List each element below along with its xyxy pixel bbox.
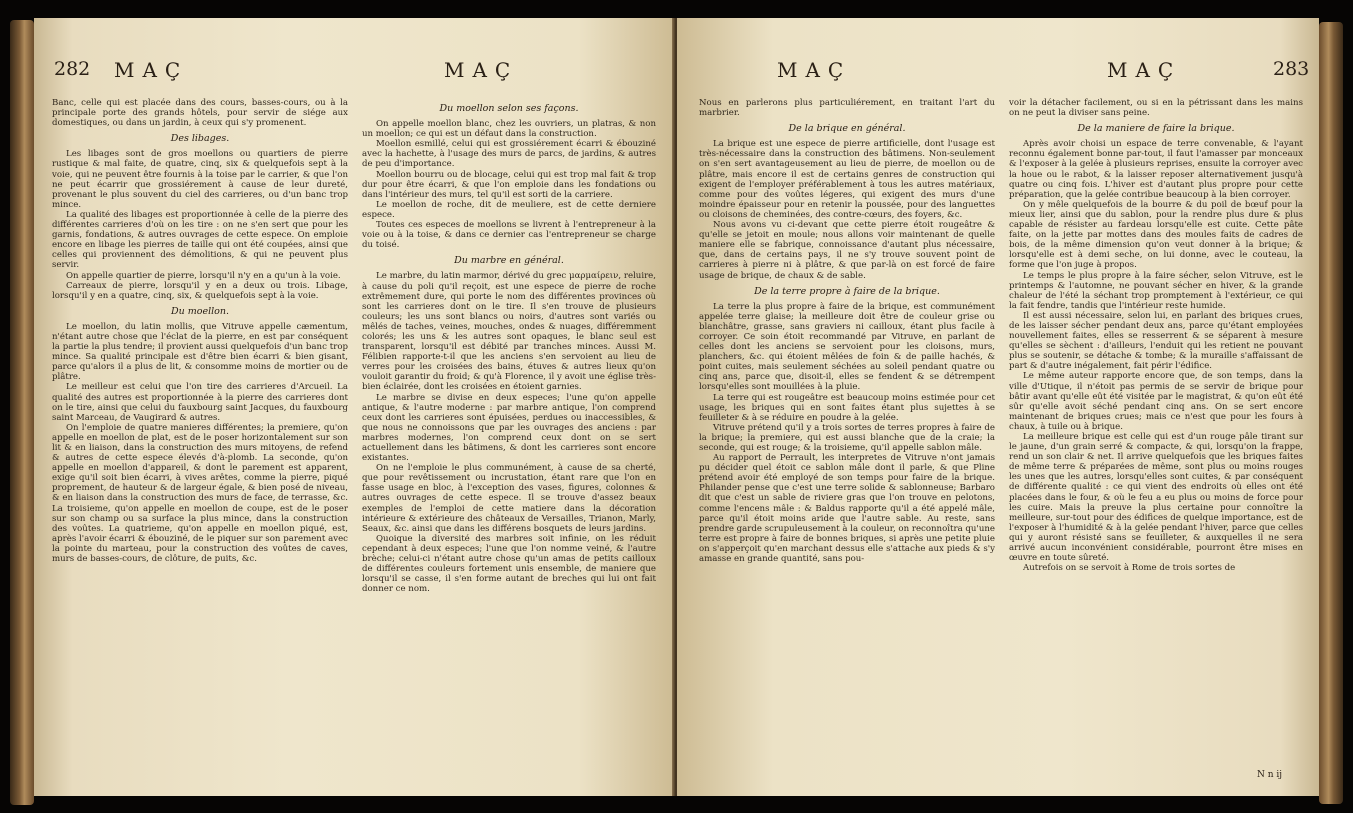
paragraph: Le temps le plus propre à la faire sécher, selon Vitruve, est le printemps & l'automne, ne pouvant sécher en hiver, & la grande chaleur de l'été la séchant trop promptement à l'extérieur, ce qui la fait fendre, tandis que l'intérieur reste humide. (1009, 270, 1303, 311)
section-heading: De la brique en général. (788, 123, 906, 135)
paragraph: On y mêle quelquefois de la bourre & du poil de bœuf pour la mieux lier, ainsi que du sablon, pour la rendre plus dure & plus capable de résister au fardeau lorsqu'elle est cuite. Cette pâte faite, on la jette par mottes dans des moules faits de cadres de bois, de la même dimension qu'on veut donner à la brique; & lorsqu'elle est à demi seche, on lui donne, avec le couteau, la forme que l'on juge à propos. (1009, 199, 1303, 271)
right-page-column-1 (699, 98, 995, 564)
paragraph: Le moellon, du latin mollis, que Vitruve appelle cæmentum, n'étant autre chose que l'éclat de la pierre, en est par conséquent la partie la plus tendre; il provient aussi quelquefois d'un banc trop mince. Sa qualité principale est d'être bien écarri & bien gisant, parce qu'alors il a plus de lit, & consomme moins de mortier ou de plâtre. (52, 321, 348, 383)
paragraph: Moellon bourru ou de blocage, celui qui est trop mal fait & trop dur pour être écarri, & que l'on emploie dans les fondations ou dans l'intérieur des murs, tel qu'il est sorti de la carriere. (362, 169, 656, 200)
paragraph: Les libages sont de gros moellons ou quartiers de pierre rustique & mal faite, de quatre, cinq, six & quelquefois sept à la voie, qui ne peuvent être fournis à la toise par le carrier, & que l'on ne peut écarrir que grossiérement à cause de leur dureté, provenant le plus souvent du ciel des carrieres, ou d'un banc trop mince. (52, 149, 348, 210)
left-running-head-2: MAÇ (444, 58, 519, 82)
right-running-head-2: MAÇ (1107, 58, 1182, 82)
paragraph: Le meilleur est celui que l'on tire des carrieres d'Arcueil. La qualité des autres est proportionnée à la pierre des carrieres dont on le tire, ainsi que celui du fauxbourg saint Jacques, du fauxbourg saint Marceau, de Vaugirard & autres. (52, 382, 348, 423)
paragraph: On appelle quartier de pierre, lorsqu'il n'y en a qu'un à la voie. (66, 270, 341, 281)
right-running-head-1: MAÇ (777, 58, 852, 82)
right-page-edges (1319, 22, 1343, 804)
right-page-column-2 (1009, 98, 1303, 573)
paragraph: La meilleure brique est celle qui est d'un rouge pâle tirant sur le jaune, d'un grain serré & compacte, & qui, lorsqu'on la frappe, rend un son clair & net. Il arrive quelquefois que les briques faites de même terre & préparées de même, sont plus ou moins rouges les unes que les autres, lorsqu'elles sont cuites, & par conséquent de différente qualité : ce qui vient des endroits où elles ont été placées dans le four, & où le feu a eu plus ou moins de force pour les cuire. Mais la preuve la plus certaine pour connoître la meilleure, sur-tout pour des édifices de quelque importance, est de l'exposer à l'humidité & à la gelée pendant l'hiver, parce que celles qui y auront résisté sans se feuilleter, & auxquelles il ne sera arrivé aucun inconvénient considérable, pourront être mises en œuvre en toute sûreté. (1009, 432, 1303, 564)
paragraph: La terre la plus propre à faire de la brique, est communément appelée terre glaise; la meilleure doit être de couleur grise ou blanchâtre, grasse, sans graviers ni cailloux, étant plus facile à corroyer. Ce soin étoit recommandé par Vitruve, en parlant de celles dont les anciens se servoient pour les cloisons, murs, planchers, &c. qui étoient mêlées de foin & de paille hachés, & point cuites, mais seulement séchées au soleil pendant quatre ou cinq ans, parce que, disoit-il, elles se fendent & se détrempent lorsqu'elles sont mouillées à la pluie. (699, 301, 995, 393)
paragraph: Autrefois on se servoit à Rome de trois sortes de (1023, 563, 1236, 574)
right-page-number: 283 (1273, 58, 1310, 80)
paragraph: Carreaux de pierre, lorsqu'il y en a deux ou trois. Libage, lorsqu'il y en a quatre, cinq, six, & quelquefois sept à la voie. (52, 280, 348, 301)
paragraph: Nous avons vu ci-devant que cette pierre étoit rougeâtre & qu'elle se jetoit en moule; nous allons voir maintenant de quelle maniere elle se fabrique, connoissance d'autant plus nécessaire, que, dans de certains pays, il ne s'y trouve souvent point de carrieres à pierre ni à plâtre, & que par-là on est forcé de faire usage de brique, de chaux & de sable. (699, 220, 995, 281)
left-page-edges (10, 20, 34, 805)
paragraph: Moellon esmillé, celui qui est grossiérement écarri & ébouziné avec la hachette, à l'usage des murs de parcs, de jardins, & autres de peu d'importance. (362, 139, 656, 170)
paragraph: voir la détacher facilement, ou si en la pétrissant dans les mains on ne peut la diviser sans peine. (1009, 98, 1303, 119)
paragraph: Nous en parlerons plus particuliérement, en traitant l'art du marbrier. (699, 98, 995, 119)
paragraph: Après avoir choisi un espace de terre convenable, & l'ayant reconnu également bonne par-tout, il faut l'amasser par monceaux & l'exposer à la gelée à plusieurs reprises, ensuite la corroyer avec la houe ou le rabot, & la laisser reposer alternativement jusqu'à quatre ou cinq fois. L'hiver est d'autant plus propre pour cette préparation, que la gelée contribue beaucoup à la bien corroyer. (1009, 139, 1303, 200)
paragraph: La terre qui est rougeâtre est beaucoup moins estimée pour cet usage, les briques qui en sont faites étant plus sujettes à se feuilleter & à se réduire en poudre à la gelée. (699, 392, 995, 423)
section-heading: De la terre propre à faire de la brique. (754, 285, 940, 297)
signature-mark: N n ij (1257, 770, 1283, 780)
left-page (34, 18, 674, 796)
section-heading: Des libages. (170, 133, 230, 145)
section-heading: Du moellon. (170, 305, 230, 317)
paragraph: Le marbre, du latin marmor, dérivé du grec μαρμαίρειν, reluire, à cause du poli qu'il reçoit, est une espece de pierre de roche extrêmement dure, qui porte le nom des différentes provinces où sont les carrieres dont on le tire. Il s'en trouve de plusieurs couleurs; les uns sont blancs ou noirs, d'autres sont variés ou mêlés de taches, veines, mouches, ondes & nuages, différemment colorés; les uns & les autres sont opaques, le blanc seul est transparent, lorsqu'il est débité par tranches minces. Aussi M. Félibien rapporte-t-il que les anciens s'en servoient au lieu de verres pour les croisées des bains, étuves & autres lieux qu'on vouloit garantir du froid; & qu'à Florence, il y avoit une église très-bien éclairée, dont les croisées en étoient garnies. (362, 271, 656, 393)
paragraph: Au rapport de Perrault, les interpretes de Vitruve n'ont jamais pu décider quel étoit ce sablon mâle dont il parle, & que Pline prétend avoir été employé de son temps pour faire de la brique. Philander pense que c'est une terre solide & sablonneuse; Barbaro dit que c'est un sable de riviere gras que l'on trouve en pelotons, comme l'encens mâle : & Baldus rapporte qu'il a été appelé mâle, parce qu'il étoit moins aride que l'autre sable. Au reste, sans prendre garde scrupuleusement à la couleur, on reconnoîtra qu'une terre est propre à faire de bonnes briques, si après une petite pluie on s'apperçoit qu'en marchant dessus elle s'attache aux pieds & s'y amasse en grande quantité, sans pou- (699, 453, 995, 565)
paragraph: Vitruve prétend qu'il y a trois sortes de terres propres à faire de la brique; la premiere, qui est aussi blanche que de la craie; la seconde, qui est rouge; & la troisieme, qu'il appelle sablon mâle. (699, 422, 995, 453)
paragraph: Quoique la diversité des marbres soit infinie, on les réduit cependant à deux especes; l'une que l'on nomme veiné, & l'autre brèche; celui-ci n'étant autre chose qu'un amas de petits cailloux de différentes couleurs fortement unis ensemble, de maniere que lorsqu'il se casse, il s'en forme autant de breches qui lui ont fait donner ce nom. (362, 533, 656, 595)
paragraph: Le moellon de roche, dit de meuliere, est de cette derniere espece. (362, 199, 656, 220)
paragraph: On appelle moellon blanc, chez les ouvriers, un platras, & non un moellon; ce qui est un défaut dans la construction. (362, 119, 656, 140)
paragraph: Le même auteur rapporte encore que, de son temps, dans la ville d'Utique, il n'étoit pas permis de se servir de brique pour bâtir avant qu'elle eût été visitée par le magistrat, & qu'on eût été sûr qu'elle avoit séché pendant cinq ans. On se sert encore maintenant de briques crues; mais ce n'est que pour les fours à chaux, à tuile ou à brique. (1009, 371, 1303, 432)
paragraph: La qualité des libages est proportionnée à celle de la pierre des différentes carrieres d'où on les tire : on ne s'en sert que pour les garnis, fondations, & autres ouvrages de cette espece. On emploie encore en libage les pierres de taille qui ont été coupées, ainsi que celles qui proviennent des démolitions, & qui ne peuvent plus servir. (52, 209, 348, 271)
paragraph: Toutes ces especes de moellons se livrent à l'entrepreneur à la voie ou à la toise, & dans ce dernier cas l'entrepreneur se charge du toisé. (362, 220, 656, 251)
right-page (677, 18, 1319, 796)
paragraph: Il est aussi nécessaire, selon lui, en parlant des briques crues, de les laisser sécher pendant deux ans, parce qu'étant employées nouvellement faites, elles se resserrent & se séparent à mesure qu'elles se sèchent : d'ailleurs, l'enduit qui les retient ne pouvant plus se soutenir, se détache & tombe; & la muraille s'affaissant de part & d'autre inégalement, fait périr l'édifice. (1009, 310, 1303, 372)
paragraph: Le marbre se divise en deux especes; l'une qu'on appelle antique, & l'autre moderne : par marbre antique, l'on comprend ceux dont les carrieres sont épuisées, perdues ou inaccessibles, & que nous ne connoissons que par les ouvrages des anciens : par marbres modernes, l'on comprend ceux dont on se sert actuellement dans les bâtimens, & dont les carrieres sont encore existantes. (362, 392, 656, 464)
paragraph: Banc, celle qui est placée dans des cours, basses-cours, ou à la principale porte des grands hôtels, pour servir de siége aux domestiques, ou dans un jardin, à ceux qui s'y promenent. (52, 98, 348, 129)
section-heading: De la maniere de faire la brique. (1077, 123, 1235, 135)
section-heading: Du marbre en général. (454, 255, 564, 267)
paragraph: On l'emploie de quatre manieres différentes; la premiere, qu'on appelle en moellon de plat, est de le poser horizontalement sur son lit & en liaison, dans la construction des murs mitoyens, de refend & autres de cette espece élevés d'à-plomb. La seconde, qu'on appelle en moellon d'appareil, & dont le parement est apparent, exige qu'il soit bien écarri, à vives arêtes, comme la pierre, piqué proprement, de hauteur & de largeur égale, & bien posé de niveau, & en liaison dans la construction des murs de face, de terrasse, &c. La troisieme, qu'on appelle en moellon de coupe, est de le poser sur son champ ou sa surface la plus mince, dans la construction des voûtes. La quatrieme, qu'on appelle en moellon piqué, est, après l'avoir écarri & ébouziné, de le piquer sur son parement avec la pointe du marteau, pour la construction des voûtes de caves, murs de basses-cours, de clôture, de puits, &c. (52, 422, 348, 565)
left-page-column-2 (362, 98, 656, 594)
section-heading: Du moellon selon ses façons. (439, 103, 579, 114)
left-page-number: 282 (54, 58, 91, 80)
paragraph: La brique est une espece de pierre artificielle, dont l'usage est très-nécessaire dans la construction des bâtimens. Non-seulement on s'en sert avantageusement au lieu de pierre, de moellon ou de plâtre, mais encore il est de certains genres de construction qui exigent de l'employer préférablement à tous les autres matériaux, comme pour des voûtes légeres, qui exigent des murs d'une moindre épaisseur pour en retenir la poussée, pour des languettes ou cloisons de cheminées, des contre-cœurs, des foyers, &c. (699, 139, 995, 220)
left-running-head-1: MAÇ (114, 58, 189, 82)
paragraph: On ne l'emploie le plus communément, à cause de sa cherté, que pour revêtissement ou incrustation, étant rare que l'on en fasse usage en bloc, à l'exception des vases, figures, colonnes & autres ouvrages de cette espece. Il se trouve d'assez beaux exemples de l'emploi de cette matiere dans la décoration intérieure & extérieure des châteaux de Versailles, Trianon, Marly, Seaux, &c. ainsi que dans les différens bosquets de leurs jardins. (362, 463, 656, 534)
left-page-column-1 (52, 98, 348, 564)
